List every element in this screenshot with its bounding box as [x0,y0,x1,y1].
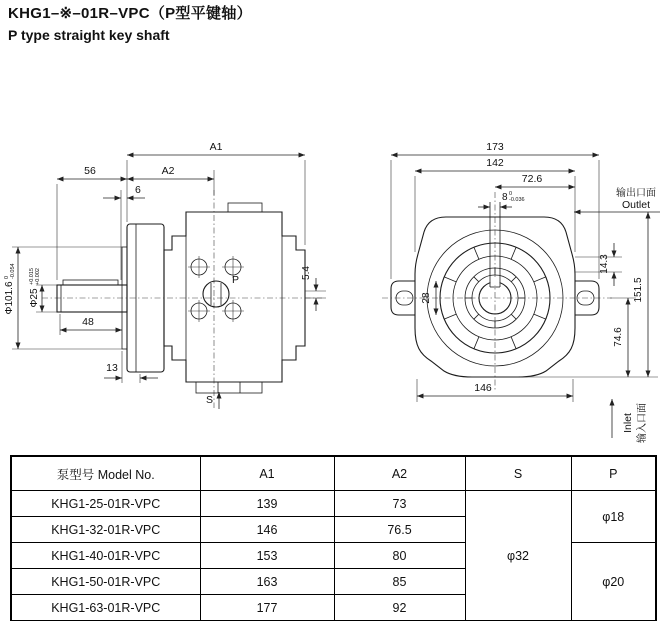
shaft-outline [57,280,127,312]
svg-text:-0.036: -0.036 [509,197,525,203]
cell-model: KHG1-32-01R-VPC [11,517,200,543]
table-row [11,491,656,517]
cell-a2: 73 [334,491,465,517]
svg-text:S: S [206,394,214,406]
cell-a1: 146 [200,517,334,543]
dim-74-6 [610,298,636,377]
svg-text:5.4: 5.4 [301,266,312,280]
cell-model: KHG1-50-01R-VPC [11,569,200,595]
dim-56 [57,165,127,280]
cell-a2: 80 [334,543,465,569]
cell-a2: 76.5 [334,517,465,543]
table-header-row [11,456,656,491]
cell-a1: 163 [200,569,334,595]
cell-a1: 177 [200,595,334,621]
cell-a2: 85 [334,569,465,595]
cell-model: KHG1-63-01R-VPC [11,595,200,621]
svg-text:151.5: 151.5 [633,277,644,303]
cell-a1: 139 [200,491,334,517]
dim-a1 [127,141,305,245]
svg-text:-0.054: -0.054 [10,263,16,279]
svg-text:输出口面: 输出口面 [616,188,656,199]
header-p: P [571,456,656,491]
dim-14-3 [575,243,622,286]
svg-text:输入口面: 输入口面 [637,403,648,443]
svg-text:8: 8 [502,192,508,203]
dim-13 [104,351,158,383]
cell-model: KHG1-40-01R-VPC [11,543,200,569]
technical-drawing [0,40,665,490]
svg-text:56: 56 [84,165,96,177]
svg-text:146: 146 [474,382,492,394]
pressure-port [203,274,239,307]
dim-48 [60,314,122,335]
svg-text:Φ101.6: Φ101.6 [4,281,15,315]
port-label: P [232,274,240,286]
svg-text:14.3: 14.3 [599,254,610,274]
svg-text:Inlet: Inlet [622,413,634,433]
dim-shaft-diameter [29,268,57,312]
svg-text:142: 142 [486,157,504,169]
front-view-drawing [382,141,660,443]
dim-72-6 [495,173,575,187]
svg-text:Outlet: Outlet [621,199,651,211]
page-subtitle: P type straight key shaft [8,27,170,44]
svg-text:+0.015: +0.015 [29,268,35,285]
svg-text:0: 0 [509,191,513,197]
cell-a2: 92 [334,595,465,621]
svg-text:74.6: 74.6 [613,327,624,347]
cell-p-20: φ20 [571,543,656,621]
header-a1: A1 [200,456,334,491]
svg-text:72.6: 72.6 [521,173,543,185]
svg-text:A1: A1 [209,141,223,153]
cell-model: KHG1-25-01R-VPC [11,491,200,517]
dim-151-5 [520,212,658,377]
svg-text:+0.002: +0.002 [35,268,41,285]
bolt-holes [188,256,244,322]
svg-text:Φ25: Φ25 [29,288,40,308]
cell-s-merged: φ32 [465,491,571,621]
svg-text:13: 13 [106,362,118,374]
model-spec-table [10,455,657,621]
svg-text:48: 48 [82,316,94,328]
svg-text:0: 0 [4,275,10,279]
header-s: S [465,456,571,491]
page-title: KHG1–※–01R–VPC（P型平键轴） [8,5,252,22]
svg-text:A2: A2 [161,165,175,177]
outlet-label [574,186,660,212]
dim-6 [103,184,145,280]
svg-text:173: 173 [486,141,504,153]
svg-text:6: 6 [135,184,141,196]
side-view-drawing [4,141,326,409]
inlet-label [612,399,648,443]
header-model-no: 泵型号 Model No. [11,456,200,491]
cell-a1: 153 [200,543,334,569]
suction-label [206,392,219,409]
cell-p-18: φ18 [571,491,656,543]
header-a2: A2 [334,456,465,491]
svg-text:28: 28 [421,292,432,304]
dim-key-width [478,191,525,207]
title-block [8,4,252,45]
